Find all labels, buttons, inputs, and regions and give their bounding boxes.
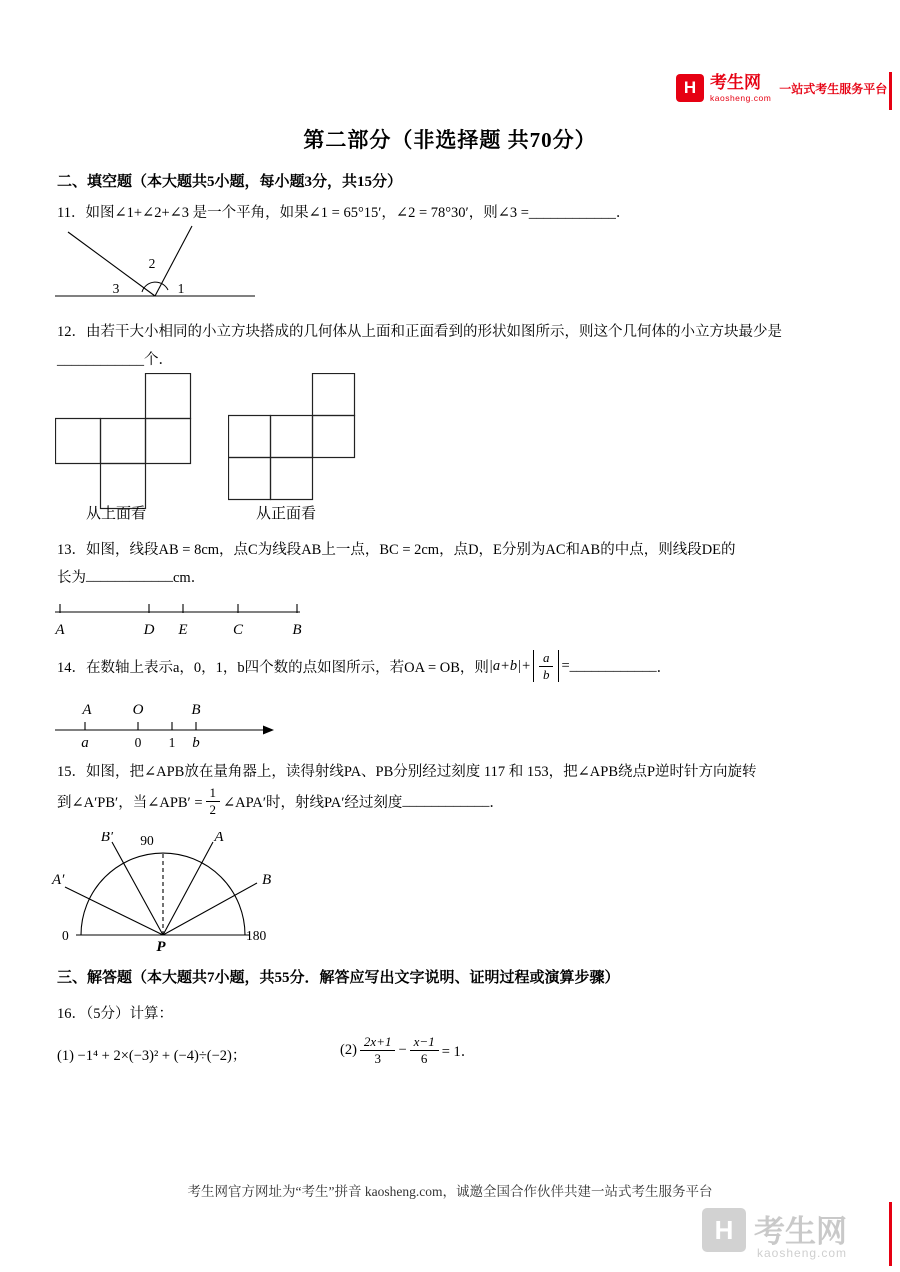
q11-angle-arc [142,282,168,292]
q11-angle2-label: 2 [148,256,156,271]
q16-item2-minus: − [398,1041,407,1058]
cube-cell [56,419,101,464]
q14-figure [50,700,290,755]
q14-equals: = [561,657,570,674]
logo-domain: kaosheng.com [710,92,772,103]
q15-ray-B-prime [112,842,163,935]
q13-blank: ____________ [86,568,173,584]
q13-line2-pre: 长为 [57,570,86,586]
logo-text-block [710,74,771,103]
q13-point-D: D [143,622,155,638]
q15-label-P: P [156,939,166,955]
q11-right-ray [155,226,192,296]
q15-ray-A-prime [65,887,163,935]
q13-line2-post: cm． [173,570,206,586]
q16-frac1-den: 3 [374,1050,381,1066]
q12-top-view-figure [55,373,192,510]
q13-figure [50,592,320,642]
q16-item1: (1) −1⁴ + 2×(−3)² + (−4)÷(−2)； [57,1048,247,1064]
q15-period: ． [489,794,504,811]
cube-cell [146,374,191,419]
q15-label-A-prime: A′ [52,872,65,888]
q14-point-B: B [191,702,201,718]
q14-blank: ____________ [569,657,657,674]
q12-front-view-figure [228,373,356,501]
cube-cell [229,458,271,500]
kaosheng-logo-icon: H [676,74,704,102]
q15-line2-pre: 到∠A′PB′，当∠APB′ = [57,794,203,811]
watermark-brand: 考生网 [754,1214,847,1249]
q11-angle1-label: 1 [177,281,185,296]
part-title: 第二部分（非选择题 共70分） [303,128,597,152]
q14-point-O: O [132,702,144,718]
q14-fraction [539,650,554,682]
cube-cell [313,416,355,458]
q16-frac1-num: 2x+1 [360,1034,396,1051]
cube-cell [101,419,146,464]
q12-top-view-label: 从上面看 [86,506,147,522]
q13-text-line2 [57,566,205,587]
cube-cell [146,419,191,464]
q14-frac-num: a [539,650,554,667]
q16-fraction-2 [410,1034,439,1066]
q14-abs-term: |a+b|+ [488,657,531,674]
footer-text: 考生网官方网址为“考生”拼音 kaosheng.com，诚邀全国合作伙伴共建一站式考生服务平台 [187,1184,713,1199]
logo-tagline: 一站式考生服务平台 [779,82,888,96]
solve-section-heading: 三、解答题（本大题共7小题，共55分．解答应写出文字说明、证明过程或演算步骤） [57,970,620,986]
q15-text-line2 [57,783,504,819]
q15-line2-post: ∠APA′时，射线PA′经过刻度 [223,794,403,811]
q14-period: ． [656,659,672,676]
q15-figure [50,832,290,964]
q15-label-B: B [262,872,272,888]
q14-text [57,648,671,684]
q16-frac2-num: x−1 [410,1034,439,1051]
q15-label-0: 0 [62,928,69,943]
watermark-domain: kaosheng.com [757,1246,848,1260]
q15-text-line1: 15．如图，把∠APB放在量角器上，读得射线PA、PB分别经过刻度 117 和 153，把∠APB绕点P逆时针方向旋转 [57,764,757,780]
q16-fraction-1 [360,1034,396,1066]
q16-text: 16．（5分）计算： [57,1006,173,1022]
q13-point-E: E [178,622,188,638]
q12-text-line1: 12．由若干大小相同的小立方块搭成的几何体从上面和正面看到的形状如图所示，则这个几何体的小立方块最少是 [57,324,782,340]
q14-arrowhead [263,726,274,735]
q12-text-line2: ____________个． [57,352,173,368]
q16-item2-tail: = 1． [441,1043,476,1060]
q14-pre: 14．在数轴上表示a，0，1，b四个数的点如图所示，若OA = OB，则 [57,659,489,676]
q13-text-line1: 13．如图，线段AB = 8cm，点C为线段AB上一点，BC = 2cm，点D，E分别为AC和AB的中点，则线段DE的 [57,542,736,558]
page-edge-mark-bottom [889,1202,892,1266]
q14-abs-fraction [533,650,560,682]
q12-front-view-label: 从正面看 [256,506,317,522]
cube-cell [313,374,355,416]
q11-text: 11．如图∠1+∠2+∠3 是一个平角，如果∠1 = 65°15′，∠2 = 78°30′，则∠3 =____________． [57,205,631,221]
q11-figure [50,224,270,309]
logo-brand: 考生网 [710,73,761,92]
q11-left-ray [68,232,155,296]
kaosheng-logo [676,74,887,103]
q14-value-0: 0 [134,735,142,750]
page-edge-mark-top [889,72,892,110]
q15-label-B-prime: B′ [100,832,114,845]
q11-angle3-label: 3 [112,281,120,296]
q14-value-1: 1 [168,735,176,750]
q16-item2 [340,1030,475,1070]
cube-cell [271,416,313,458]
q15-frac-den: 2 [209,801,217,817]
q14-frac-den: b [542,666,550,682]
fill-in-section-heading: 二、填空题（本大题共5小题，每小题3分，共15分） [57,174,403,190]
q16-frac2-den: 6 [420,1050,428,1066]
q15-protractor-arc [81,853,245,935]
q15-frac-num: 1 [206,785,221,802]
q15-label-A: A [214,832,224,845]
q14-value-a: a [81,735,89,751]
q13-point-B: B [292,622,302,638]
q15-blank: ____________ [402,792,490,809]
q16-item2-label: (2) [340,1041,357,1058]
cube-cell [229,416,271,458]
q13-point-C: C [232,622,244,638]
q15-label-90: 90 [140,833,154,848]
q14-point-A: A [82,702,92,718]
watermark-logo-icon: H [702,1208,746,1252]
q14-value-b: b [192,735,200,751]
q15-label-180: 180 [246,928,267,943]
q13-point-A: A [55,622,65,638]
cube-cell [271,458,313,500]
q15-fraction [206,785,221,817]
